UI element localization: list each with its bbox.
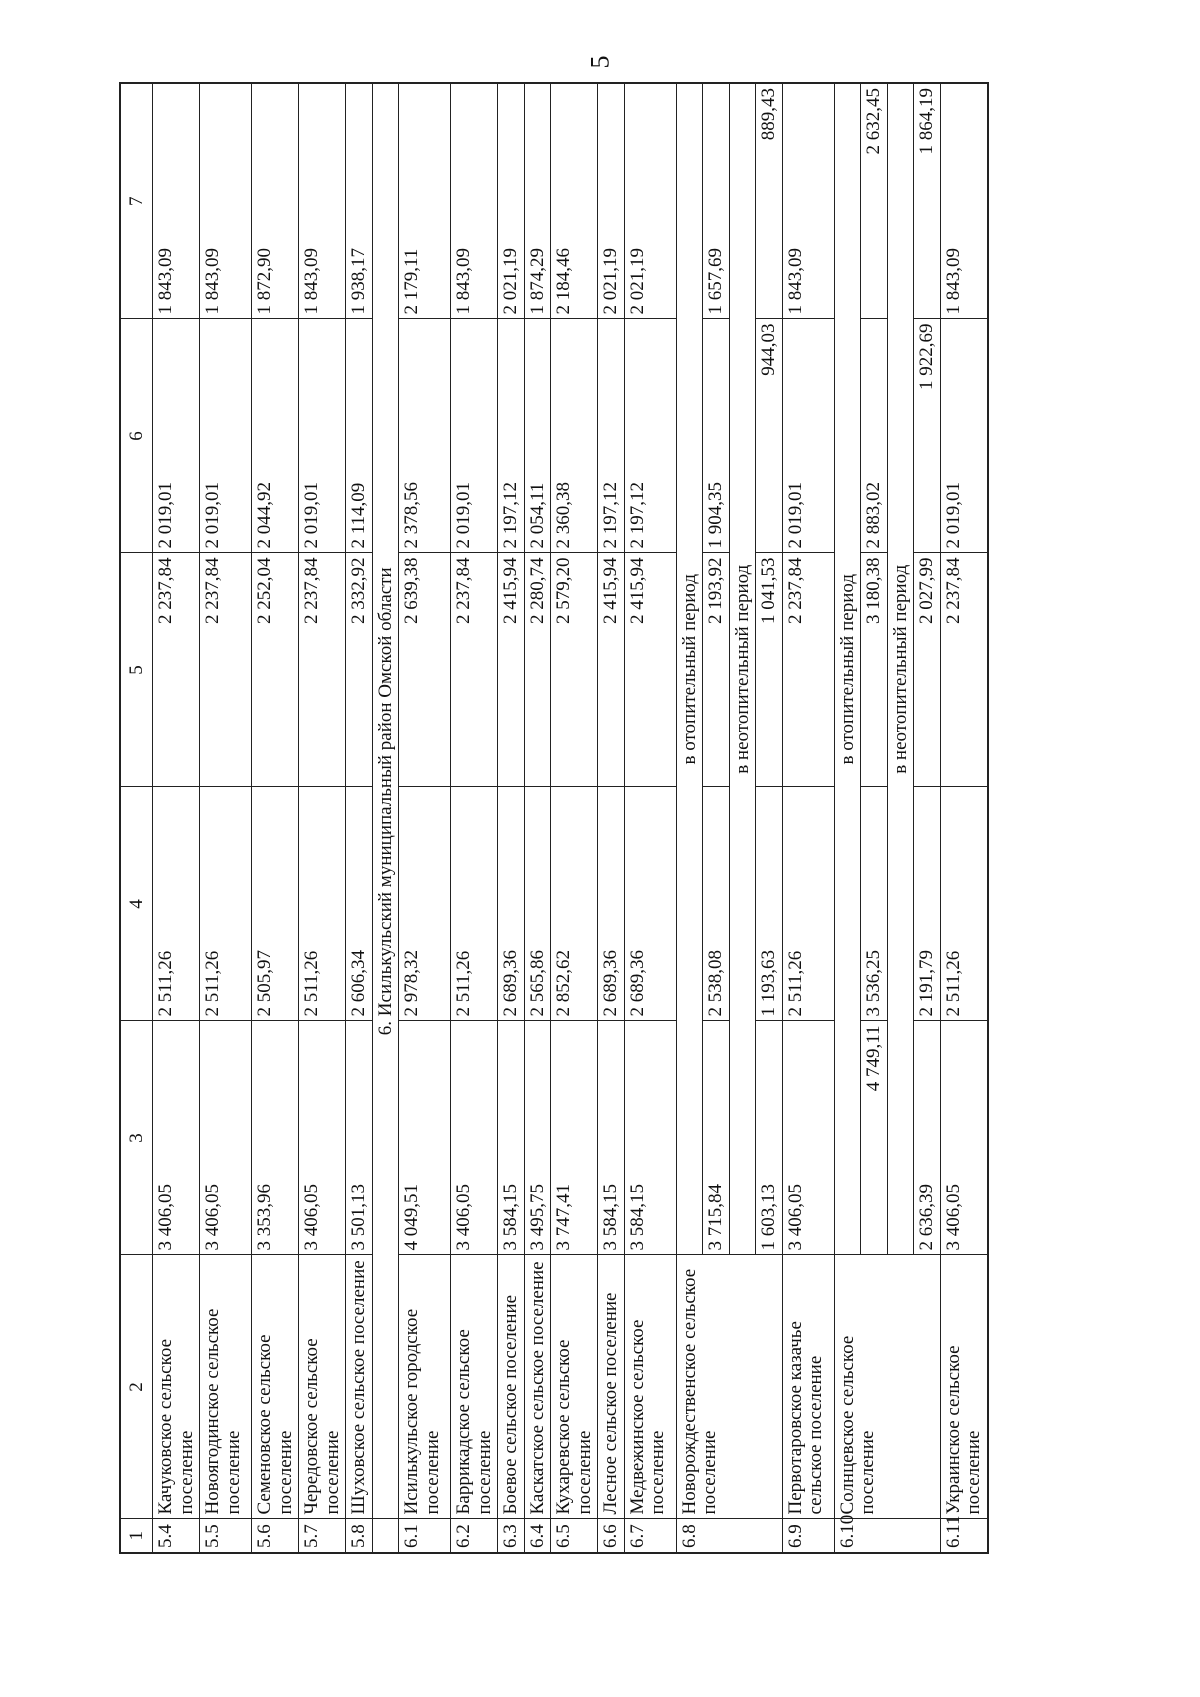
header-cell: 6 (120, 319, 153, 553)
header-cell: 5 (120, 553, 153, 787)
value-cell: 3 747,41 (551, 1021, 598, 1255)
value-cell: 1 843,09 (153, 83, 200, 319)
settlement-name: Первотаровское казачье сельское поселение (782, 1255, 834, 1519)
value-cell: 2 511,26 (451, 787, 498, 1021)
value-cell: 2 197,12 (498, 319, 525, 553)
settlement-name: Солнцевское сельское поселение (834, 1255, 940, 1519)
value-cell: 2 606,34 (346, 787, 373, 1021)
value-cell: 2 378,56 (399, 319, 451, 553)
value-cell: 2 237,84 (451, 553, 498, 787)
value-cell: 2 689,36 (624, 787, 676, 1021)
settlement-name: Баррикадское сельское поселение (451, 1255, 498, 1519)
settlement-name: Чередовское сельское поселение (299, 1255, 346, 1519)
value-cell: 3 584,15 (498, 1021, 525, 1255)
settlement-name: Лесное сельское поселение (598, 1255, 625, 1519)
value-cell: 1 603,13 (756, 1021, 783, 1255)
table-row (624, 83, 676, 1553)
period-label: в неотопительный период (729, 83, 756, 1255)
value-cell: 2 021,19 (498, 83, 525, 319)
table-row (782, 83, 834, 1553)
value-cell: 1 657,69 (703, 83, 730, 319)
settlement-name: Украинское сельское поселение (940, 1255, 988, 1519)
table-row (551, 83, 598, 1553)
row-number: 6.5 (551, 1519, 598, 1553)
value-cell: 2 505,97 (252, 787, 299, 1021)
value-cell: 3 353,96 (252, 1021, 299, 1255)
value-cell: 1 843,09 (299, 83, 346, 319)
value-cell: 2 019,01 (940, 319, 988, 553)
table-row (498, 83, 525, 1553)
settlement-name: Медвежинское сельское поселение (624, 1255, 676, 1519)
row-number: 6.7 (624, 1519, 676, 1553)
value-cell: 1 843,09 (782, 83, 834, 319)
page-number: 5 (585, 55, 614, 69)
row-number: 6.9 (782, 1519, 834, 1553)
value-cell: 2 184,46 (551, 83, 598, 319)
value-cell: 1 922,69 (914, 319, 941, 553)
row-number: 5.5 (200, 1519, 252, 1553)
value-cell: 1 864,19 (914, 83, 941, 319)
row-number: 5.4 (153, 1519, 200, 1553)
settlement-name: Исилькульское городское поселение (399, 1255, 451, 1519)
row-number: 5.7 (299, 1519, 346, 1553)
value-cell: 2 197,12 (624, 319, 676, 553)
table-row (399, 83, 451, 1553)
value-cell: 3 406,05 (451, 1021, 498, 1255)
table-row (451, 83, 498, 1553)
value-cell: 2 019,01 (299, 319, 346, 553)
settlement-name: Кухаревское сельское поселение (551, 1255, 598, 1519)
value-cell: 2 237,84 (299, 553, 346, 787)
header-cell: 2 (120, 1255, 153, 1519)
header-cell: 1 (120, 1519, 153, 1553)
value-cell: 3 406,05 (153, 1021, 200, 1255)
period-label-row (834, 83, 861, 1553)
table-row (299, 83, 346, 1553)
value-cell: 2 019,01 (200, 319, 252, 553)
settlement-name: Семеновское сельское поселение (252, 1255, 299, 1519)
period-label: в неотопительный период (887, 83, 914, 1255)
value-cell: 1 843,09 (200, 83, 252, 319)
value-cell: 2 511,26 (299, 787, 346, 1021)
value-cell: 1 193,63 (756, 787, 783, 1021)
table-row (524, 83, 551, 1553)
value-cell: 2 579,20 (551, 553, 598, 787)
period-label: в отопительный период (834, 83, 861, 1255)
table-row (346, 83, 373, 1553)
value-cell: 2 639,38 (399, 553, 451, 787)
value-cell: 3 406,05 (299, 1021, 346, 1255)
value-cell: 2 237,84 (940, 553, 988, 787)
row-number: 5.8 (346, 1519, 373, 1553)
value-cell: 2 415,94 (624, 553, 676, 787)
value-cell: 2 237,84 (153, 553, 200, 787)
value-cell: 2 021,19 (624, 83, 676, 319)
value-cell: 2 632,45 (861, 83, 888, 319)
value-cell: 3 584,15 (598, 1021, 625, 1255)
value-cell: 3 406,05 (940, 1021, 988, 1255)
value-cell: 2 237,84 (782, 553, 834, 787)
value-cell: 2 114,09 (346, 319, 373, 553)
value-cell: 944,03 (756, 319, 783, 553)
value-cell: 1 843,09 (451, 83, 498, 319)
value-cell: 3 584,15 (624, 1021, 676, 1255)
value-cell: 2 019,01 (153, 319, 200, 553)
settlement-name: Новорождественское сельское поселение (676, 1255, 782, 1519)
value-cell: 1 904,35 (703, 319, 730, 553)
value-cell: 2 044,92 (252, 319, 299, 553)
row-number: 6.6 (598, 1519, 625, 1553)
value-cell: 2 415,94 (498, 553, 525, 787)
value-cell: 1 874,29 (524, 83, 551, 319)
settlement-name: Каскатское сельское поселение (524, 1255, 551, 1519)
period-label-row (676, 83, 703, 1553)
table-row (598, 83, 625, 1553)
value-cell: 2 021,19 (598, 83, 625, 319)
table-row (252, 83, 299, 1553)
value-cell: 889,43 (756, 83, 783, 319)
value-cell: 3 536,25 (861, 787, 888, 1021)
value-cell: 3 406,05 (782, 1021, 834, 1255)
value-cell: 2 565,86 (524, 787, 551, 1021)
header-cell: 7 (120, 83, 153, 319)
header-cell: 3 (120, 1021, 153, 1255)
value-cell: 3 715,84 (703, 1021, 730, 1255)
value-cell: 2 179,11 (399, 83, 451, 319)
value-cell: 3 495,75 (524, 1021, 551, 1255)
value-cell: 2 511,26 (782, 787, 834, 1021)
table-row (940, 83, 988, 1553)
row-number: 6.8 (676, 1519, 782, 1553)
table-row (200, 83, 252, 1553)
row-number: 6.1 (399, 1519, 451, 1553)
settlement-name: Качуковское сельское поселение (153, 1255, 200, 1519)
tariff-table (119, 82, 989, 1554)
section-header-row (372, 83, 399, 1553)
value-cell: 2 538,08 (703, 787, 730, 1021)
value-cell: 2 689,36 (498, 787, 525, 1021)
value-cell: 1 938,17 (346, 83, 373, 319)
value-cell: 2 280,74 (524, 553, 551, 787)
row-number: 6.11 (940, 1519, 988, 1553)
row-number: 6.4 (524, 1519, 551, 1553)
value-cell: 2 237,84 (200, 553, 252, 787)
value-cell: 2 360,38 (551, 319, 598, 553)
value-cell: 2 511,26 (940, 787, 988, 1021)
settlement-name: Шуховское сельское поселение (346, 1255, 373, 1519)
value-cell: 2 019,01 (451, 319, 498, 553)
value-cell: 2 027,99 (914, 553, 941, 787)
value-cell: 2 415,94 (598, 553, 625, 787)
value-cell: 2 636,39 (914, 1021, 941, 1255)
table-row (153, 83, 200, 1553)
row-number: 6.2 (451, 1519, 498, 1553)
table-header-row (120, 83, 153, 1553)
value-cell: 2 191,79 (914, 787, 941, 1021)
value-cell: 1 872,90 (252, 83, 299, 319)
value-cell: 2 332,92 (346, 553, 373, 787)
value-cell: 2 883,02 (861, 319, 888, 553)
value-cell: 3 501,13 (346, 1021, 373, 1255)
value-cell: 2 511,26 (153, 787, 200, 1021)
value-cell: 2 852,62 (551, 787, 598, 1021)
section-title: 6. Исилькульский муниципальный район Омской области (372, 83, 399, 1519)
value-cell: 1 843,09 (940, 83, 988, 319)
settlement-name: Боевое сельское поселение (498, 1255, 525, 1519)
tariff-table-container (119, 84, 1079, 1554)
value-cell: 2 511,26 (200, 787, 252, 1021)
value-cell: 4 749,11 (861, 1021, 888, 1255)
value-cell: 3 180,38 (861, 553, 888, 787)
row-number: 6.3 (498, 1519, 525, 1553)
header-cell: 4 (120, 787, 153, 1021)
value-cell: 2 019,01 (782, 319, 834, 553)
value-cell: 2 978,32 (399, 787, 451, 1021)
settlement-name: Новоягодинское сельское поселение (200, 1255, 252, 1519)
value-cell: 2 054,11 (524, 319, 551, 553)
value-cell: 1 041,53 (756, 553, 783, 787)
row-number: 5.6 (252, 1519, 299, 1553)
value-cell: 4 049,51 (399, 1021, 451, 1255)
value-cell: 3 406,05 (200, 1021, 252, 1255)
period-label: в отопительный период (676, 83, 703, 1255)
value-cell: 2 197,12 (598, 319, 625, 553)
value-cell: 2 689,36 (598, 787, 625, 1021)
section-spacer (372, 1519, 399, 1553)
value-cell: 2 252,04 (252, 553, 299, 787)
value-cell: 2 193,92 (703, 553, 730, 787)
row-number: 6.10 (834, 1519, 940, 1553)
